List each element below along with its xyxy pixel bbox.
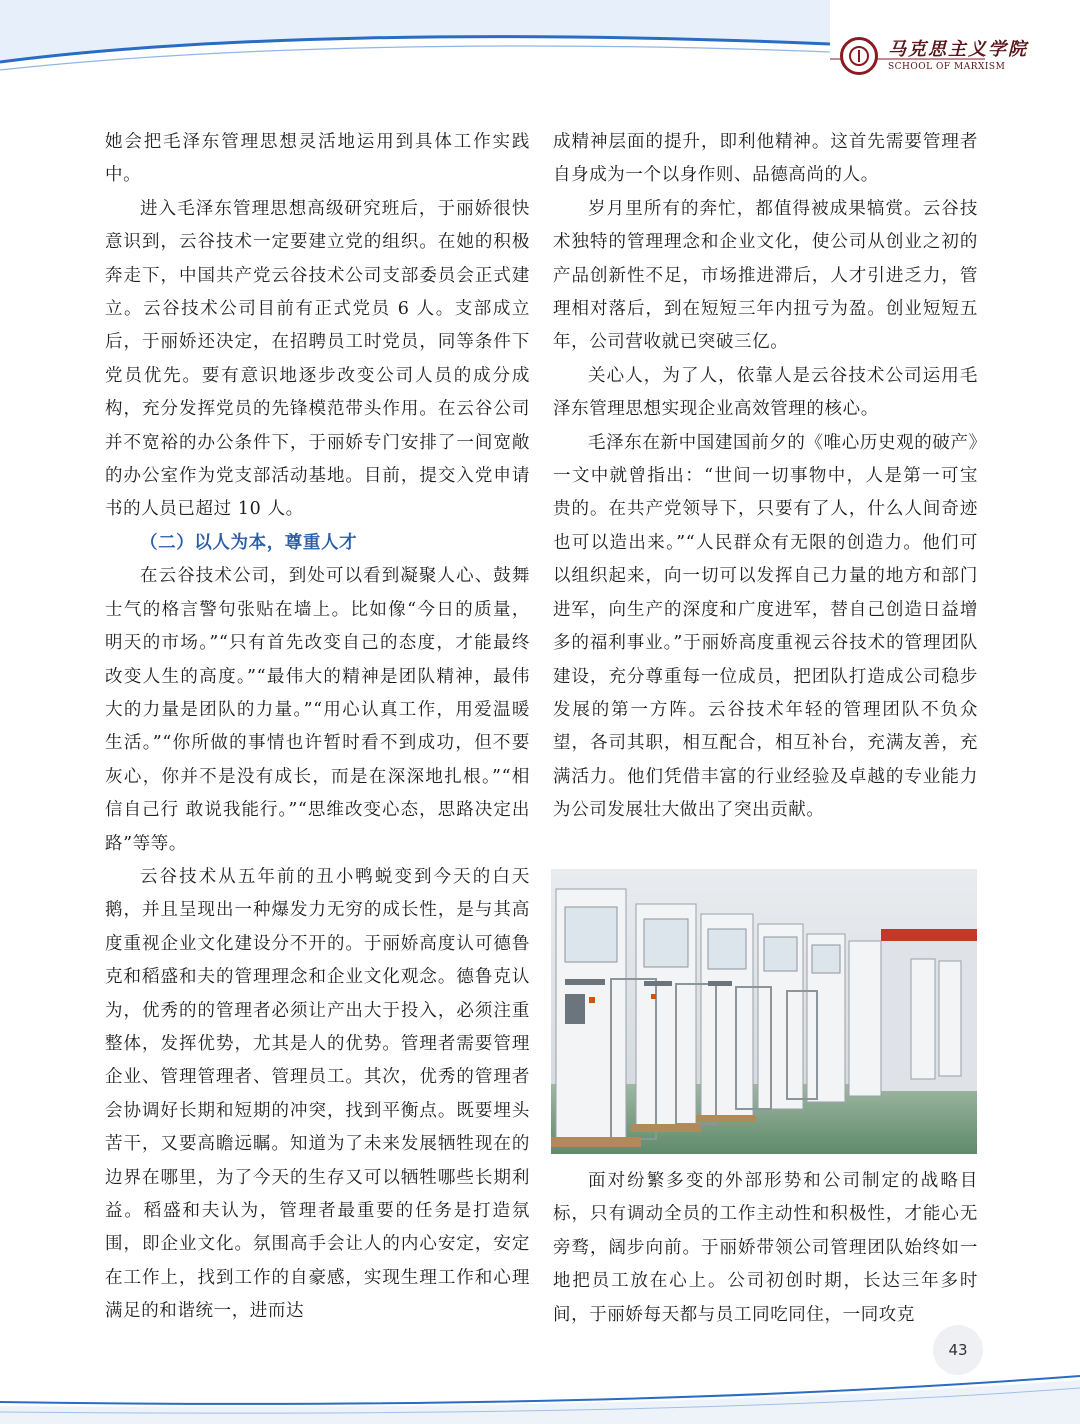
school-logo [840, 34, 1028, 78]
logo-chinese-text: 马克思主义学院 [888, 39, 1028, 60]
section-heading: （二）以人为本，尊重人才 [140, 532, 358, 553]
paragraph: 毛泽东在新中国建国前夕的《唯心历史观的破产》一文中就曾指出：“世间一切事物中，人是第一可宝贵的。在共产党领导下，只要有了人，什么人间奇迹也可以造出来。”“人民群众有无限的创造力。他们可以组织起来，向一切可以发挥自己力量的地方和部门进军，向生产的深度和广度进军，替自己创造日益增多的福利事业。”于丽娇高度重视云谷技术的管理团队建设，充分尊重每一位成员，把团队打造成公司稳步发展的第一方阵。云谷技术年轻的管理团队不负众望，各司其职，相互配合，相互补台，充满友善，充满活力。他们凭借丰富的行业经验及卓越的专业能力为公司发展壮大做出了突出贡献。 [553, 432, 978, 821]
paragraph: 她会把毛泽东管理思想灵活地运用到具体工作实践中。 [105, 132, 530, 186]
right-column-bottom [553, 1165, 978, 1332]
logo-english-text: SCHOOL OF MARXISM [888, 62, 1006, 72]
factory-photo [551, 869, 977, 1154]
paragraph: 云谷技术从五年前的丑小鸭蜕变到今天的白天鹅，并且呈现出一种爆发力无穷的成长性，是与其高度重视企业文化建设分不开的。于丽娇高度认可德鲁克和稻盛和夫的管理理念和企业文化观念。德鲁克认为，优秀的的管理者必须让产出大于投入，必须注重整体，发挥优势，尤其是人的优势。管理者需要管理企业、管理管理者、管理员工。其次，优秀的管理者会协调好长期和短期的冲突，找到平衡点。既要埋头苦干，又要高瞻远瞩。知道为了未来发展牺牲现在的边界在哪里，为了今天的生存又可以牺牲哪些长期利益。稻盛和夫认为，管理者最重要的任务是打造氛围，即企业文化。氛围高手会让人的内心安定，安定在工作上，找到工作的自豪感，实现生理工作和心理满足的和谐统一，进而达 [105, 866, 530, 1322]
paragraph: 在云谷技术公司，到处可以看到凝聚人心、鼓舞士气的格言警句张贴在墙上。比如像“今日的质量，明天的市场。”“只有首先改变自己的态度，才能最终改变人生的高度。”“最伟大的精神是团队精神，最伟大的力量是团队的力量。”“用心认真工作，用爱温暖生活。”“你所做的事情也许暂时看不到成功，但不要灰心，你并不是没有成长，而是在深深地扎根。”“相信自己行 敢说我能行。”“思维改变心态，思路决定出路”等等。 [105, 566, 530, 854]
left-column [105, 126, 530, 1329]
paragraph: 岁月里所有的奔忙，都值得被成果犒赏。云谷技术独特的管理理念和企业文化，使公司从创业之初的产品创新性不足，市场推进滞后，人才引进乏力，管理相对落后，到在短短三年内扭亏为盈。创业短短五年，公司营收就已突破三亿。 [553, 198, 978, 353]
paragraph: 关心人，为了人，依靠人是云谷技术公司运用毛泽东管理思想实现企业高效管理的核心。 [553, 365, 978, 420]
paragraph: 成精神层面的提升，即利他精神。这首先需要管理者自身成为一个以身作则、品德高尚的人。 [553, 132, 978, 186]
university-seal-icon [840, 37, 878, 75]
page-number: 43 [933, 1325, 983, 1375]
paragraph: 面对纷繁多变的外部形势和公司制定的战略目标，只有调动全员的工作主动性和积极性，才能心无旁骛，阔步向前。于丽娇带领公司管理团队始终如一地把员工放在心上。公司初创时期，长达三年多时间，于丽娇每天都与员工同吃同住，一同攻克 [553, 1171, 978, 1325]
right-column-top [553, 126, 978, 828]
paragraph: 进入毛泽东管理思想高级研究班后，于丽娇很快意识到，云谷技术一定要建立党的组织。在她的积极奔走下，中国共产党云谷技术公司支部委员会正式建立。云谷技术公司目前有正式党员 6 人。支部成立后，于丽娇还决定，在招聘员工时党员，同等条件下党员优先。要有意识地逐步改变公司人员的成分成构，充分发挥党员的先锋模范带头作用。在云谷公司并不宽裕的办公条件下，于丽娇专门安排了一间宽敞的办公室作为党支部活动基地。目前，提交入党申请书的人员已超过 10 人。 [105, 198, 530, 520]
footer-wave [0, 1340, 1080, 1424]
